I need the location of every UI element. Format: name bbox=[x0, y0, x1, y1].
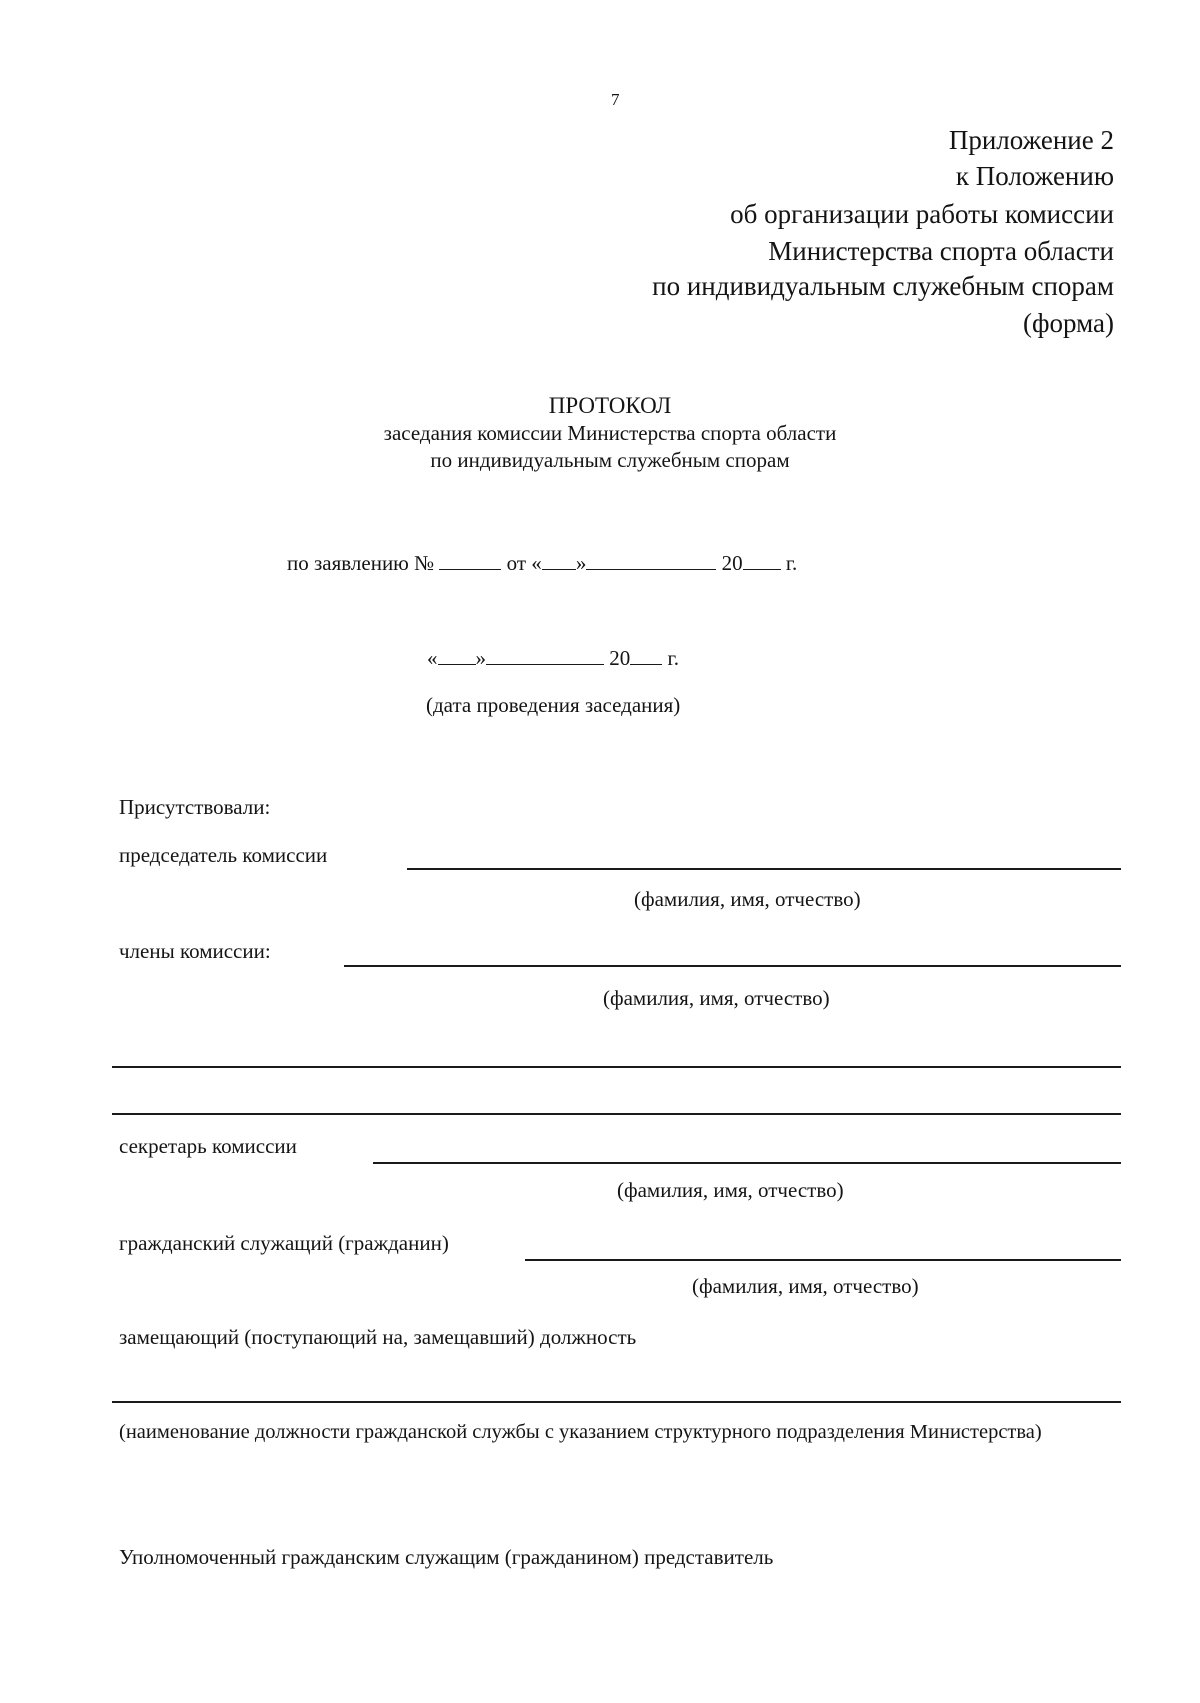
application-year-field[interactable] bbox=[743, 551, 781, 570]
application-prefix: по заявлению № bbox=[287, 551, 435, 575]
position-name-field[interactable] bbox=[112, 1401, 1121, 1403]
position-caption: (наименование должности гражданской службы с указанием структурного подразделения Министерства) bbox=[119, 1421, 1042, 1443]
protocol-subtitle-2: по индивидуальным служебным спорам bbox=[430, 448, 790, 472]
members-label: члены комиссии: bbox=[119, 939, 271, 963]
application-month-field[interactable] bbox=[586, 551, 716, 570]
secretary-name-field[interactable] bbox=[373, 1162, 1121, 1164]
application-close-quote: » bbox=[575, 551, 587, 575]
member-name-caption: (фамилия, имя, отчество) bbox=[603, 986, 830, 1010]
meeting-month-field[interactable] bbox=[486, 646, 604, 665]
meeting-close-quote: » bbox=[475, 646, 486, 670]
chair-label: председатель комиссии bbox=[119, 843, 328, 867]
servant-name-caption: (фамилия, имя, отчество) bbox=[692, 1274, 919, 1298]
page-number: 7 bbox=[611, 90, 620, 109]
appendix-form-note: (форма) bbox=[1023, 308, 1114, 338]
meeting-year-suffix: г. bbox=[667, 646, 679, 670]
protocol-title: ПРОТОКОЛ bbox=[548, 393, 672, 418]
chair-name-field[interactable] bbox=[407, 868, 1121, 870]
meeting-year-field[interactable] bbox=[630, 646, 662, 665]
meeting-date-caption: (дата проведения заседания) bbox=[426, 693, 681, 717]
attendance-heading: Присутствовали: bbox=[119, 795, 271, 819]
appendix-line-4: Министерства спорта области bbox=[768, 236, 1114, 266]
application-year-suffix: г. bbox=[785, 551, 798, 575]
servant-label: гражданский служащий (гражданин) bbox=[119, 1231, 449, 1255]
representative-label: Уполномоченный гражданским служащим (гражданином) представитель bbox=[119, 1545, 774, 1569]
servant-name-field[interactable] bbox=[525, 1259, 1121, 1261]
appendix-title: Приложение 2 bbox=[948, 125, 1114, 155]
secretary-name-caption: (фамилия, имя, отчество) bbox=[617, 1178, 844, 1202]
member-extra-field-2[interactable] bbox=[112, 1113, 1121, 1115]
protocol-subtitle-1: заседания комиссии Министерства спорта области bbox=[383, 421, 837, 445]
appendix-line-2: к Положению bbox=[955, 161, 1114, 191]
secretary-label: секретарь комиссии bbox=[119, 1134, 297, 1158]
meeting-open-quote: « bbox=[427, 646, 438, 670]
application-year-prefix: 20 bbox=[721, 551, 743, 575]
meeting-date-line bbox=[427, 646, 679, 669]
appendix-line-5: по индивидуальным служебным спорам bbox=[652, 271, 1114, 301]
appendix-line-3: об организации работы комиссии bbox=[730, 199, 1114, 229]
member-name-field[interactable] bbox=[344, 965, 1121, 967]
application-day-field[interactable] bbox=[542, 551, 576, 570]
meeting-day-field[interactable] bbox=[438, 646, 476, 665]
application-from: от « bbox=[506, 551, 542, 575]
member-extra-field-1[interactable] bbox=[112, 1066, 1121, 1068]
position-label: замещающий (поступающий на, замещавший) должность bbox=[119, 1325, 637, 1349]
chair-name-caption: (фамилия, имя, отчество) bbox=[634, 887, 861, 911]
meeting-year-prefix: 20 bbox=[609, 646, 631, 670]
application-number-field[interactable] bbox=[439, 551, 501, 570]
application-line bbox=[287, 551, 797, 574]
